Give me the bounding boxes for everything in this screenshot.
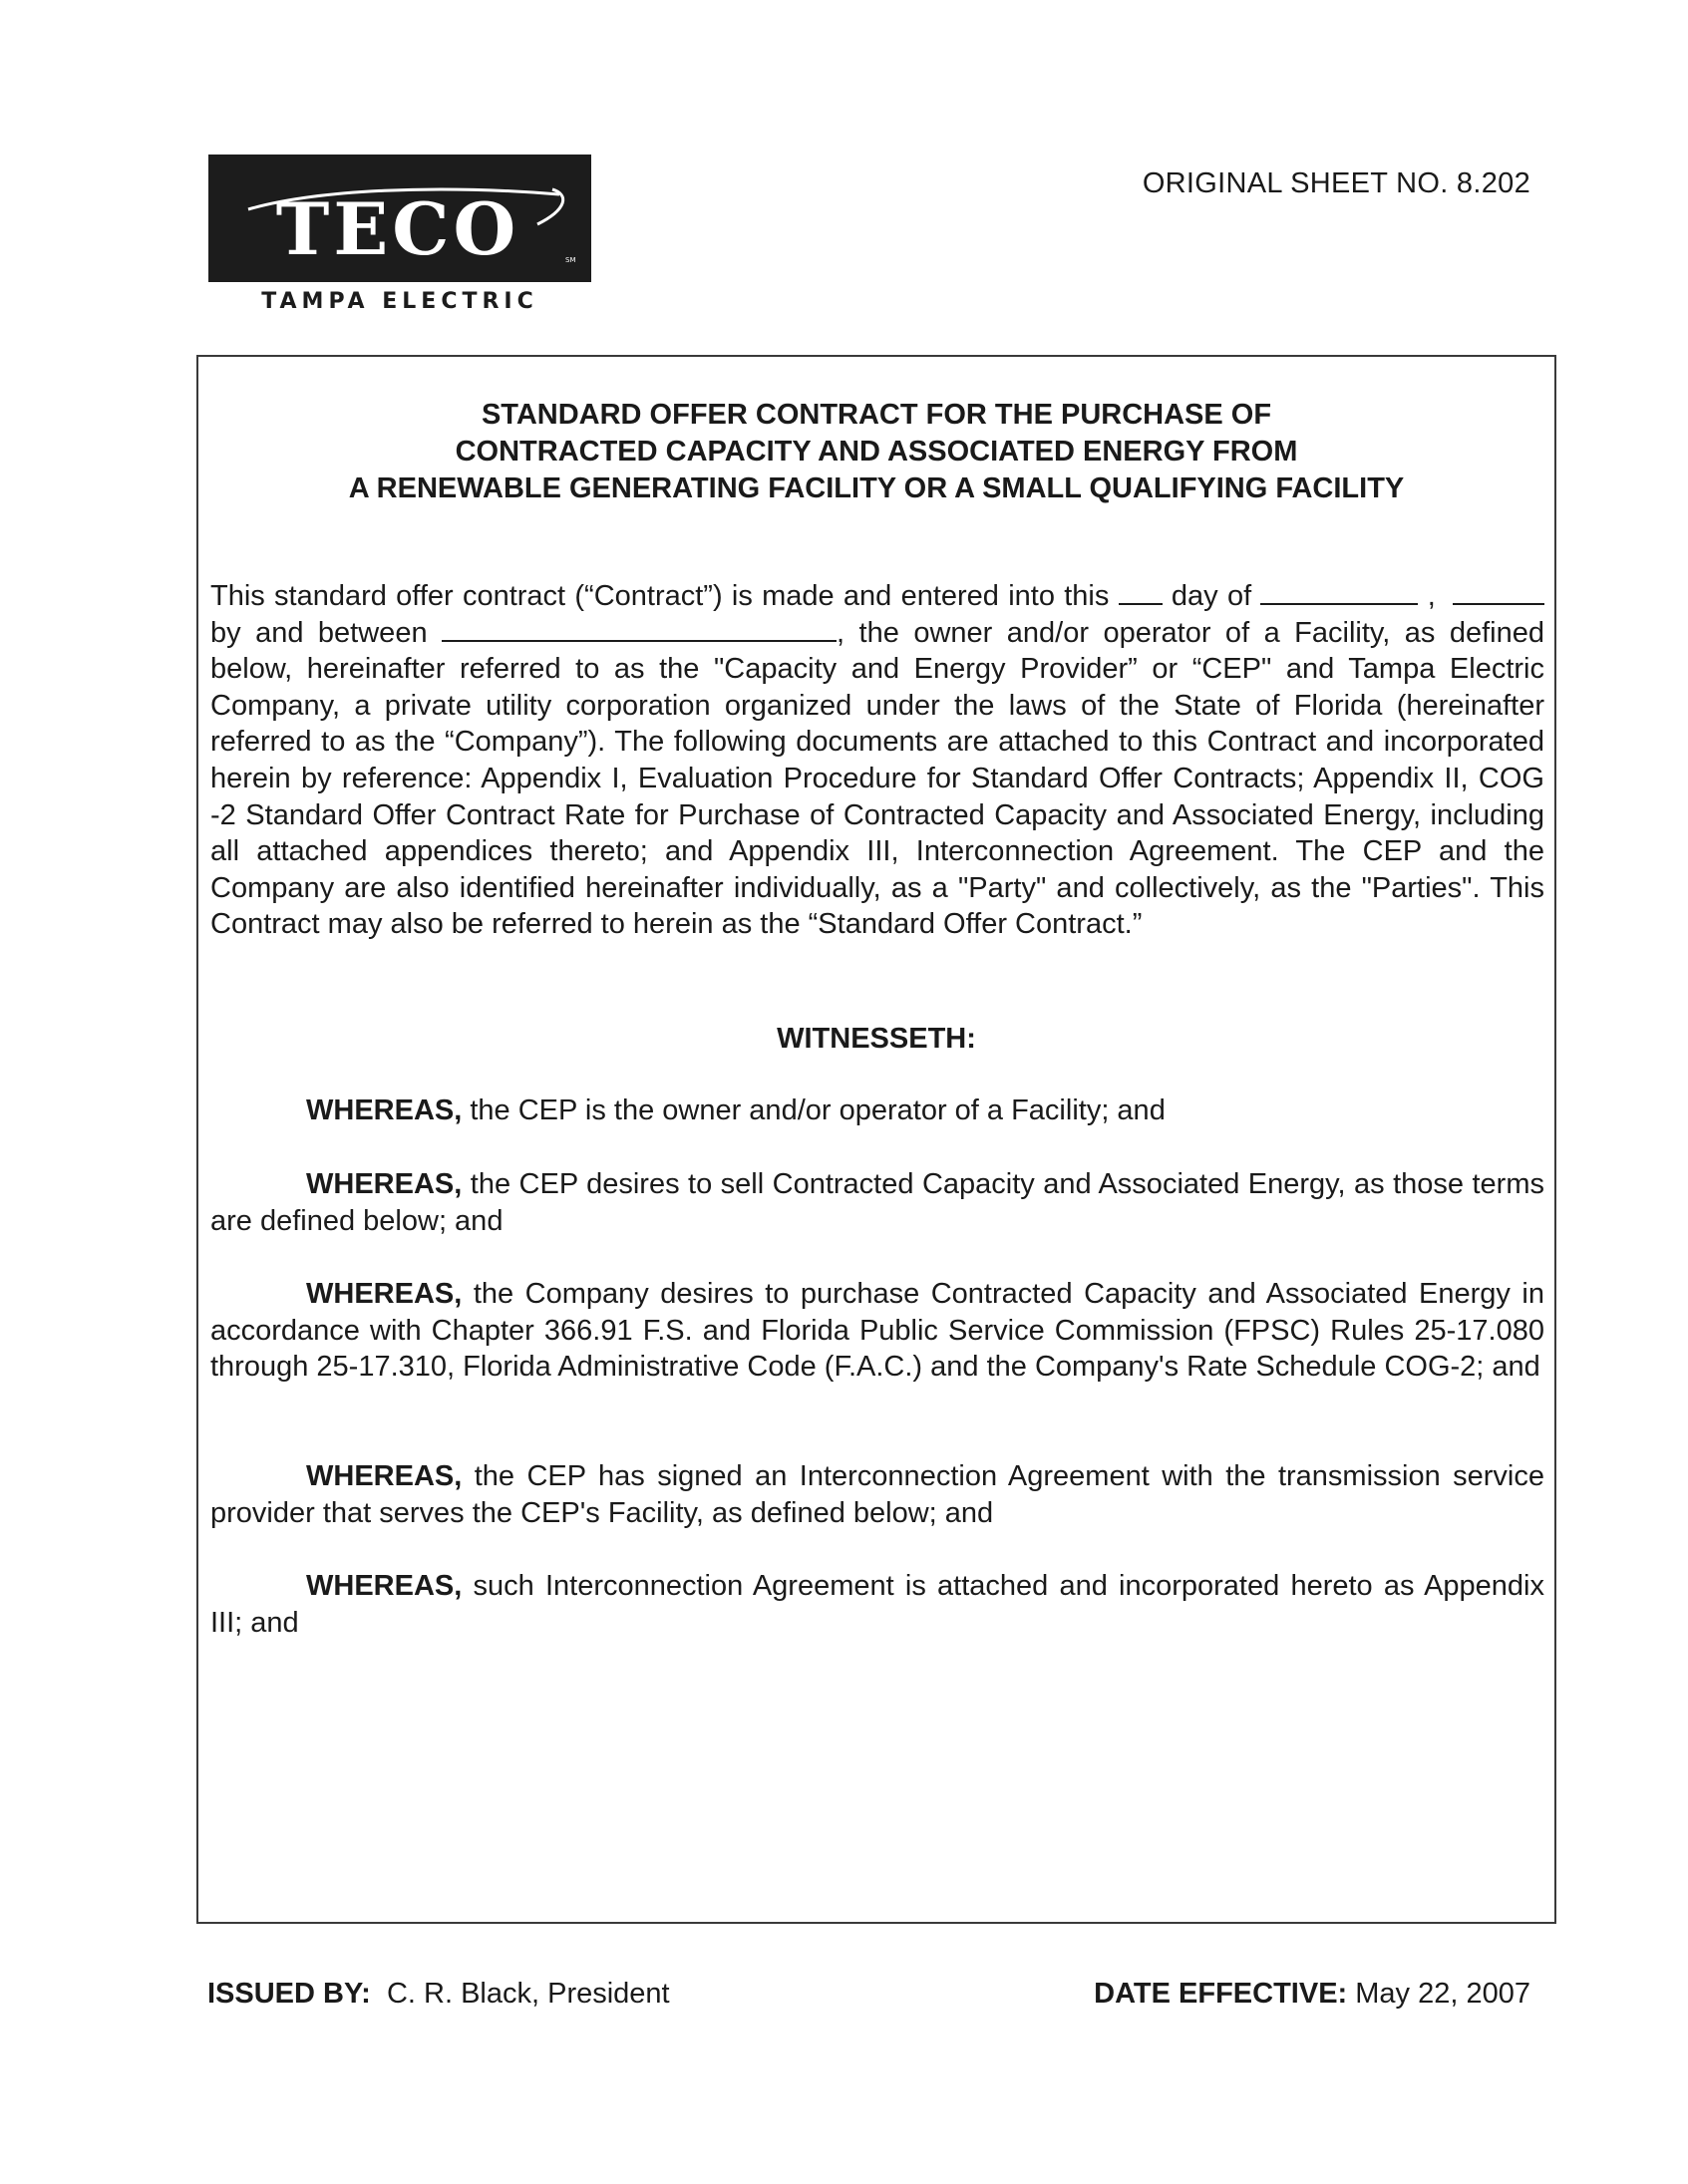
date-effective-label: DATE EFFECTIVE: — [1094, 1978, 1348, 2010]
whereas-keyword: WHEREAS, — [306, 1460, 463, 1492]
witnesseth-heading: WITNESSETH: — [777, 1023, 976, 1055]
whereas-text-1: the CEP is the owner and/or operator of a Facility; and — [470, 1094, 1166, 1126]
sheet-number: ORIGINAL SHEET NO. 8.202 — [1142, 167, 1530, 199]
intro-paragraph — [210, 578, 1544, 943]
svg-text:SM: SM — [565, 256, 576, 264]
whereas-text-2: the CEP desires to sell Contracted Capacity and Associated Energy, as those terms are defined below; and — [210, 1168, 1545, 1237]
title-line-3: A RENEWABLE GENERATING FACILITY OR A SMALL QUALIFYING FACILITY — [348, 472, 1405, 504]
whereas-text-4: the CEP has signed an Interconnection Agreement with the transmission service provider that serves the CEP's Facility, as defined below; and — [210, 1460, 1544, 1529]
whereas-clause-2 — [210, 1166, 1544, 1239]
whereas-clause-4 — [210, 1458, 1544, 1531]
issued-by-value: C. R. Black, President — [386, 1978, 670, 2010]
intro-part-2: day of — [1171, 580, 1252, 612]
date-effective-value: May 22, 2007 — [1355, 1978, 1530, 2010]
contract-box — [196, 355, 1556, 1924]
intro-part-4: by and between — [210, 616, 428, 649]
issued-by — [207, 1978, 670, 2011]
date-effective — [1094, 1978, 1530, 2011]
title-line-2: CONTRACTED CAPACITY AND ASSOCIATED ENERGY FROM — [455, 436, 1298, 468]
whereas-keyword: WHEREAS, — [306, 1094, 463, 1126]
logo-subtitle: TAMPA ELECTRIC — [261, 289, 538, 314]
logo-text: TECO — [275, 186, 520, 271]
day-blank — [1119, 579, 1163, 605]
whereas-keyword: WHEREAS, — [306, 1278, 463, 1310]
party-name-blank — [442, 616, 837, 642]
intro-part-3: , — [1427, 580, 1436, 612]
intro-part-5: , the owner and/or operator of a Facility, as defined below, hereinafter referred to as the "Capacity and Energy Provider” or “CEP" and Tampa Electric Company, a private utility corporation organized under the laws of the State of Florida (hereinafter referred to as the “Company”). The following documents are attached to this Contract and incorporated herein by reference: Appendix I, Evaluation Procedure for Standard Offer Contracts; Appendix II, COG -2 Standard Offer Contract Rate for Purchase of Contracted Capacity and Associated Energy, including all attached appendices thereto; and Appendix III, Interconnection Agreement. The CEP and the Company are also identified hereinafter individually, as a "Party" and collectively, as the "Parties". This Contract may also be referred to herein as the “Standard Offer Contract.” — [210, 616, 1544, 941]
whereas-text-5: such Interconnection Agreement is attached and incorporated hereto as Appendix III; and — [210, 1570, 1545, 1639]
issued-by-label: ISSUED BY: — [207, 1978, 371, 2010]
teco-logo-graphic — [208, 155, 591, 282]
title-line-1: STANDARD OFFER CONTRACT FOR THE PURCHASE OF — [481, 399, 1272, 431]
whereas-clause-3 — [210, 1276, 1544, 1386]
whereas-text-3: the Company desires to purchase Contracted Capacity and Associated Energy in accordance with Chapter 366.91 F.S. and Florida Public Service Commission (FPSC) Rules 25-17.080 through 25-17.310, Florida Administrative Code (F.A.C.) and the Company's Rate Schedule COG-2; and — [210, 1278, 1544, 1384]
contract-title — [198, 397, 1554, 507]
intro-part-1: This standard offer contract (“Contract”) is made and entered into this — [210, 580, 1110, 612]
whereas-keyword: WHEREAS, — [306, 1570, 463, 1602]
whereas-clause-1 — [210, 1092, 1544, 1129]
whereas-keyword: WHEREAS, — [306, 1168, 463, 1200]
month-blank — [1260, 579, 1418, 605]
whereas-clause-5 — [210, 1568, 1544, 1641]
company-logo — [208, 155, 591, 282]
year-blank — [1453, 579, 1544, 605]
